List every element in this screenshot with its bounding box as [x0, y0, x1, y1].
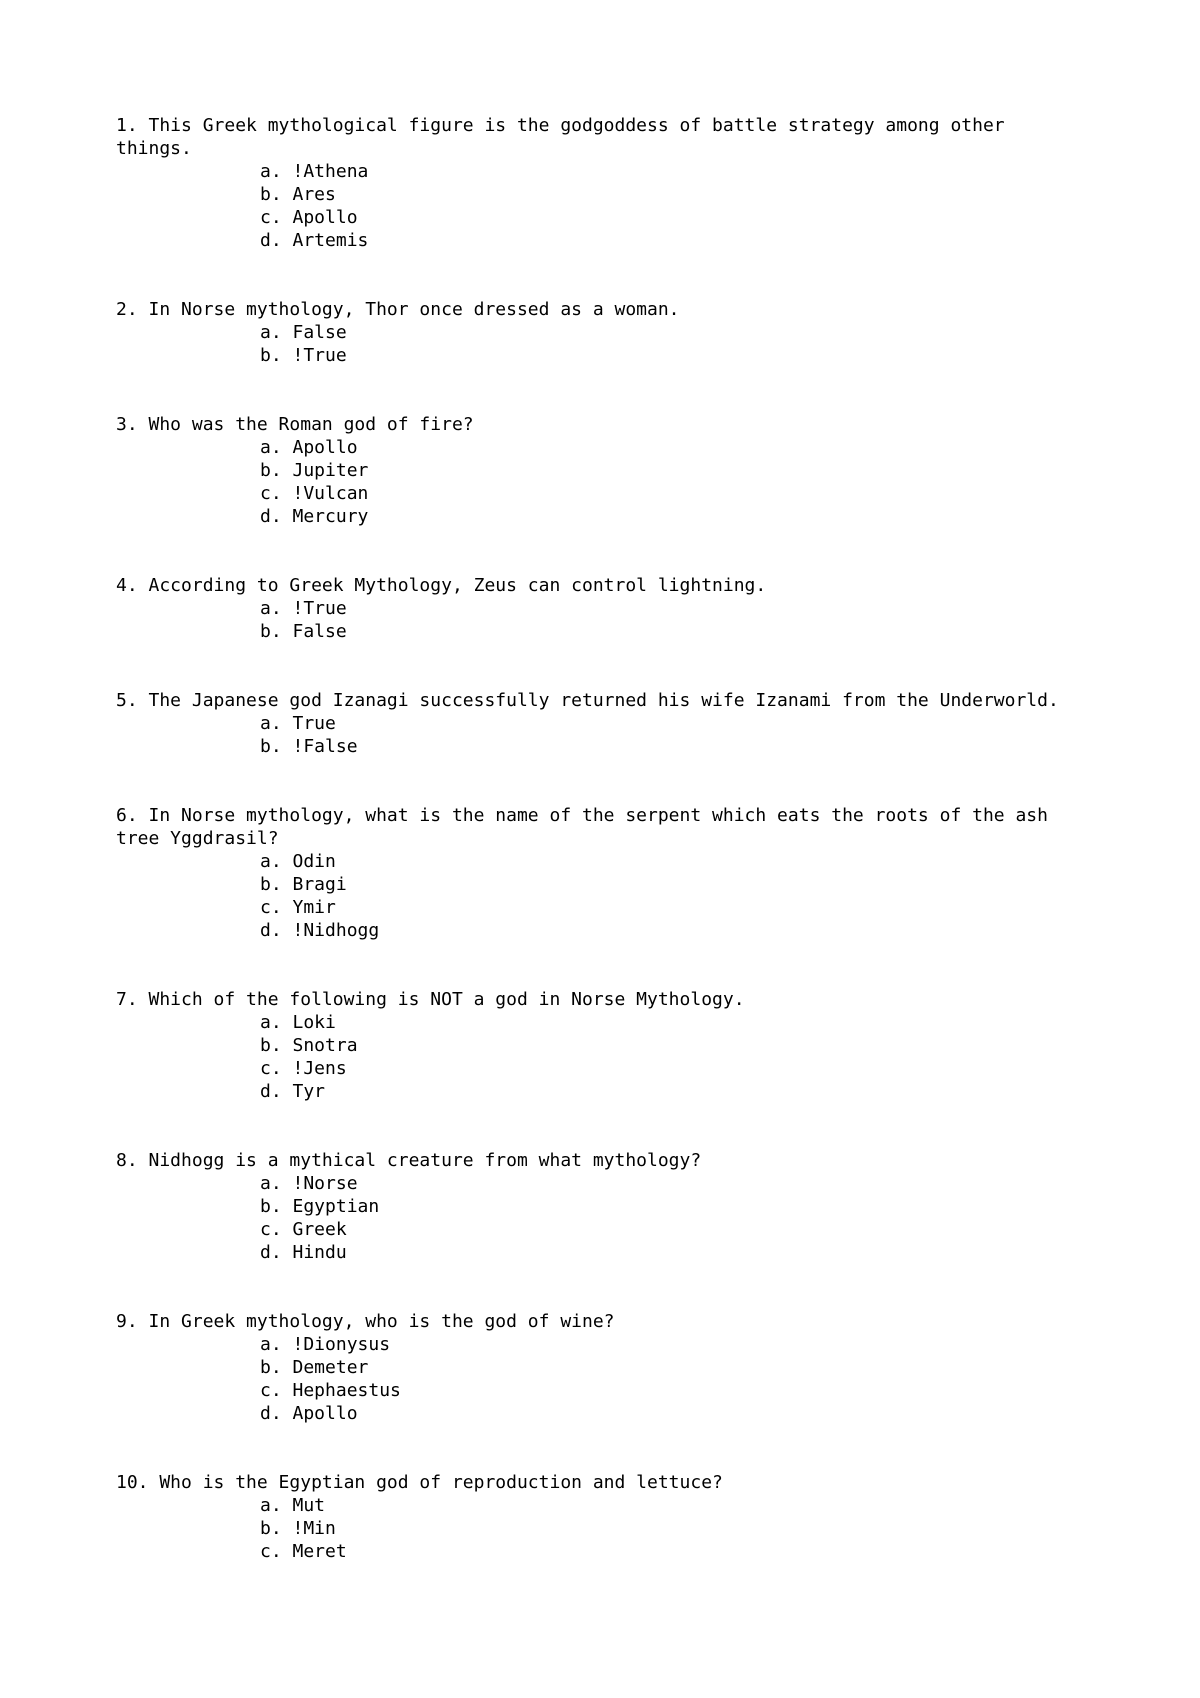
answer-option: c. Meret	[260, 1541, 347, 1562]
answer-option: b. !False	[260, 736, 358, 757]
answer-option: b. Ares	[260, 184, 336, 205]
question-prompt: 4. According to Greek Mythology, Zeus can control lightning.	[116, 575, 767, 596]
answer-option: b. !True	[260, 345, 347, 366]
answer-options	[116, 160, 1086, 252]
answer-option: d. Mercury	[260, 506, 369, 527]
question-prompt: 7. Which of the following is NOT a god in Norse Mythology.	[116, 989, 745, 1010]
answer-option: b. Snotra	[260, 1035, 358, 1056]
question-prompt: 8. Nidhogg is a mythical creature from what mythology?	[116, 1150, 702, 1171]
question-8	[116, 1149, 1086, 1264]
answer-options	[116, 1011, 1086, 1103]
answer-option: a. !Dionysus	[260, 1334, 391, 1355]
answer-option: a. True	[260, 713, 336, 734]
answer-option: a. !Norse	[260, 1173, 358, 1194]
answer-option: b. Demeter	[260, 1357, 369, 1378]
answer-option: c. Apollo	[260, 207, 358, 228]
question-prompt: 1. This Greek mythological figure is the godgoddess of battle strategy among other things.	[116, 115, 1016, 159]
answer-option: d. !Nidhogg	[260, 920, 380, 941]
answer-options	[116, 436, 1086, 528]
answer-option: a. !Athena	[260, 161, 369, 182]
question-3	[116, 413, 1086, 528]
question-prompt: 6. In Norse mythology, what is the name of the serpent which eats the roots of the ash tree Yggdrasil?	[116, 805, 1059, 849]
answer-option: b. Jupiter	[260, 460, 369, 481]
question-prompt: 10. Who is the Egyptian god of reproduction and lettuce?	[116, 1472, 723, 1493]
answer-option: b. Egyptian	[260, 1196, 380, 1217]
answer-option: c. Hephaestus	[260, 1380, 401, 1401]
answer-option: a. Apollo	[260, 437, 358, 458]
question-7	[116, 988, 1086, 1103]
question-prompt: 2. In Norse mythology, Thor once dressed as a woman.	[116, 299, 680, 320]
quiz-list	[116, 114, 1086, 1609]
answer-option: b. !Min	[260, 1518, 336, 1539]
answer-options	[116, 850, 1086, 942]
answer-options	[116, 597, 1086, 643]
answer-option: b. False	[260, 621, 347, 642]
question-10	[116, 1471, 1086, 1563]
answer-options	[116, 1172, 1086, 1264]
question-1	[116, 114, 1086, 252]
question-5	[116, 689, 1086, 758]
answer-option: b. Bragi	[260, 874, 347, 895]
question-6	[116, 804, 1086, 942]
answer-option: a. Mut	[260, 1495, 326, 1516]
answer-option: a. !True	[260, 598, 347, 619]
answer-options	[116, 321, 1086, 367]
answer-options	[116, 1333, 1086, 1425]
question-prompt: 9. In Greek mythology, who is the god of wine?	[116, 1311, 615, 1332]
answer-option: d. Tyr	[260, 1081, 326, 1102]
question-prompt: 3. Who was the Roman god of fire?	[116, 414, 474, 435]
answer-option: a. Loki	[260, 1012, 336, 1033]
question-prompt: 5. The Japanese god Izanagi successfully returned his wife Izanami from the Underworld.	[116, 690, 1059, 711]
question-9	[116, 1310, 1086, 1425]
answer-option: c. Ymir	[260, 897, 336, 918]
answer-option: d. Artemis	[260, 230, 369, 251]
answer-option: a. False	[260, 322, 347, 343]
answer-option: d. Apollo	[260, 1403, 358, 1424]
question-2	[116, 298, 1086, 367]
answer-option: d. Hindu	[260, 1242, 347, 1263]
answer-options	[116, 1494, 1086, 1563]
answer-option: c. Greek	[260, 1219, 347, 1240]
answer-option: a. Odin	[260, 851, 336, 872]
answer-option: c. !Jens	[260, 1058, 347, 1079]
question-4	[116, 574, 1086, 643]
answer-options	[116, 712, 1086, 758]
answer-option: c. !Vulcan	[260, 483, 369, 504]
